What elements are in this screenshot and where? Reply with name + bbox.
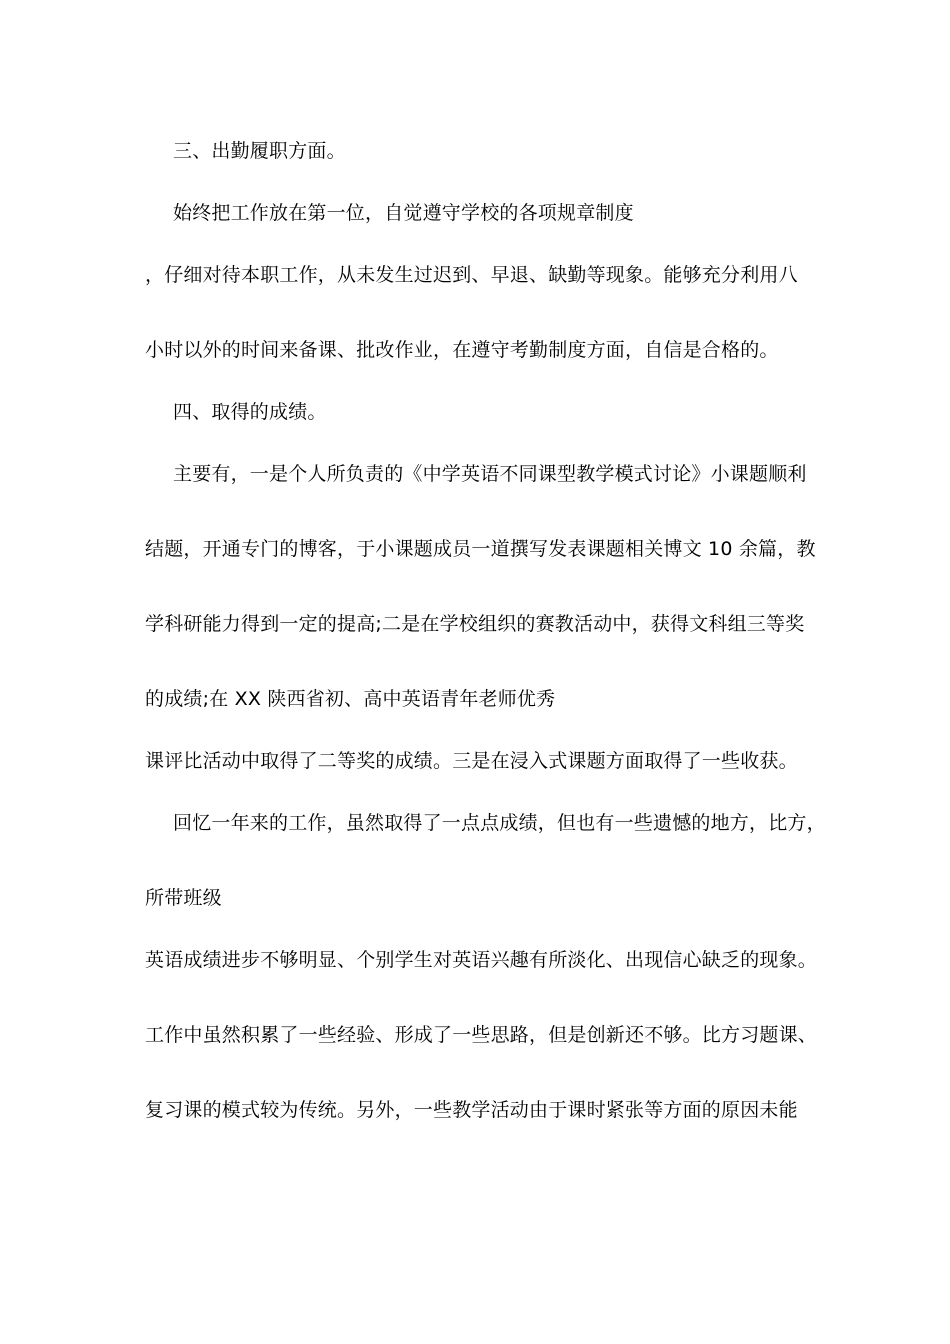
- paragraph-line: 的成绩;在 XX 陕西省初、高中英语青年老师优秀: [145, 688, 556, 710]
- paragraph-line: 所带班级: [145, 887, 222, 909]
- paragraph-line: 回忆一年来的工作，虽然取得了一点点成绩，但也有一些遗憾的地方，比方，: [173, 812, 826, 834]
- paragraph-line: 小时以外的时间来备课、批改作业，在遵守考勤制度方面，自信是合格的。: [145, 339, 779, 361]
- paragraph-line: 学科研能力得到一定的提高;二是在学校组织的赛教活动中，获得文科组三等奖: [145, 613, 805, 635]
- paragraph-line: 英语成绩进步不够明显、个别学生对英语兴趣有所淡化、出现信心缺乏的现象。: [145, 949, 818, 971]
- paragraph-line: 主要有，一是个人所负责的《中学英语不同课型教学模式讨论》小课题顺利: [173, 463, 807, 485]
- paragraph-line: 工作中虽然积累了一些经验、形成了一些思路，但是创新还不够。比方习题课、: [145, 1024, 818, 1046]
- paragraph-line: 结题，开通专门的博客，于小课题成员一道撰写发表课题相关博文 10 余篇，教: [145, 538, 816, 560]
- paragraph-line: 始终把工作放在第一位，自觉遵守学校的各项规章制度: [173, 202, 634, 224]
- paragraph-line: 复习课的模式较为传统。另外，一些教学活动由于课时紧张等方面的原因未能: [145, 1099, 798, 1121]
- section-heading-achievements: 四、取得的成绩。: [173, 401, 327, 423]
- section-heading-attendance: 三、出勤履职方面。: [173, 140, 346, 162]
- paragraph-line: ，仔细对待本职工作，从未发生过迟到、早退、缺勤等现象。能够充分利用八: [145, 264, 798, 286]
- paragraph-line: 课评比活动中取得了二等奖的成绩。三是在浸入式课题方面取得了一些收获。: [145, 750, 798, 772]
